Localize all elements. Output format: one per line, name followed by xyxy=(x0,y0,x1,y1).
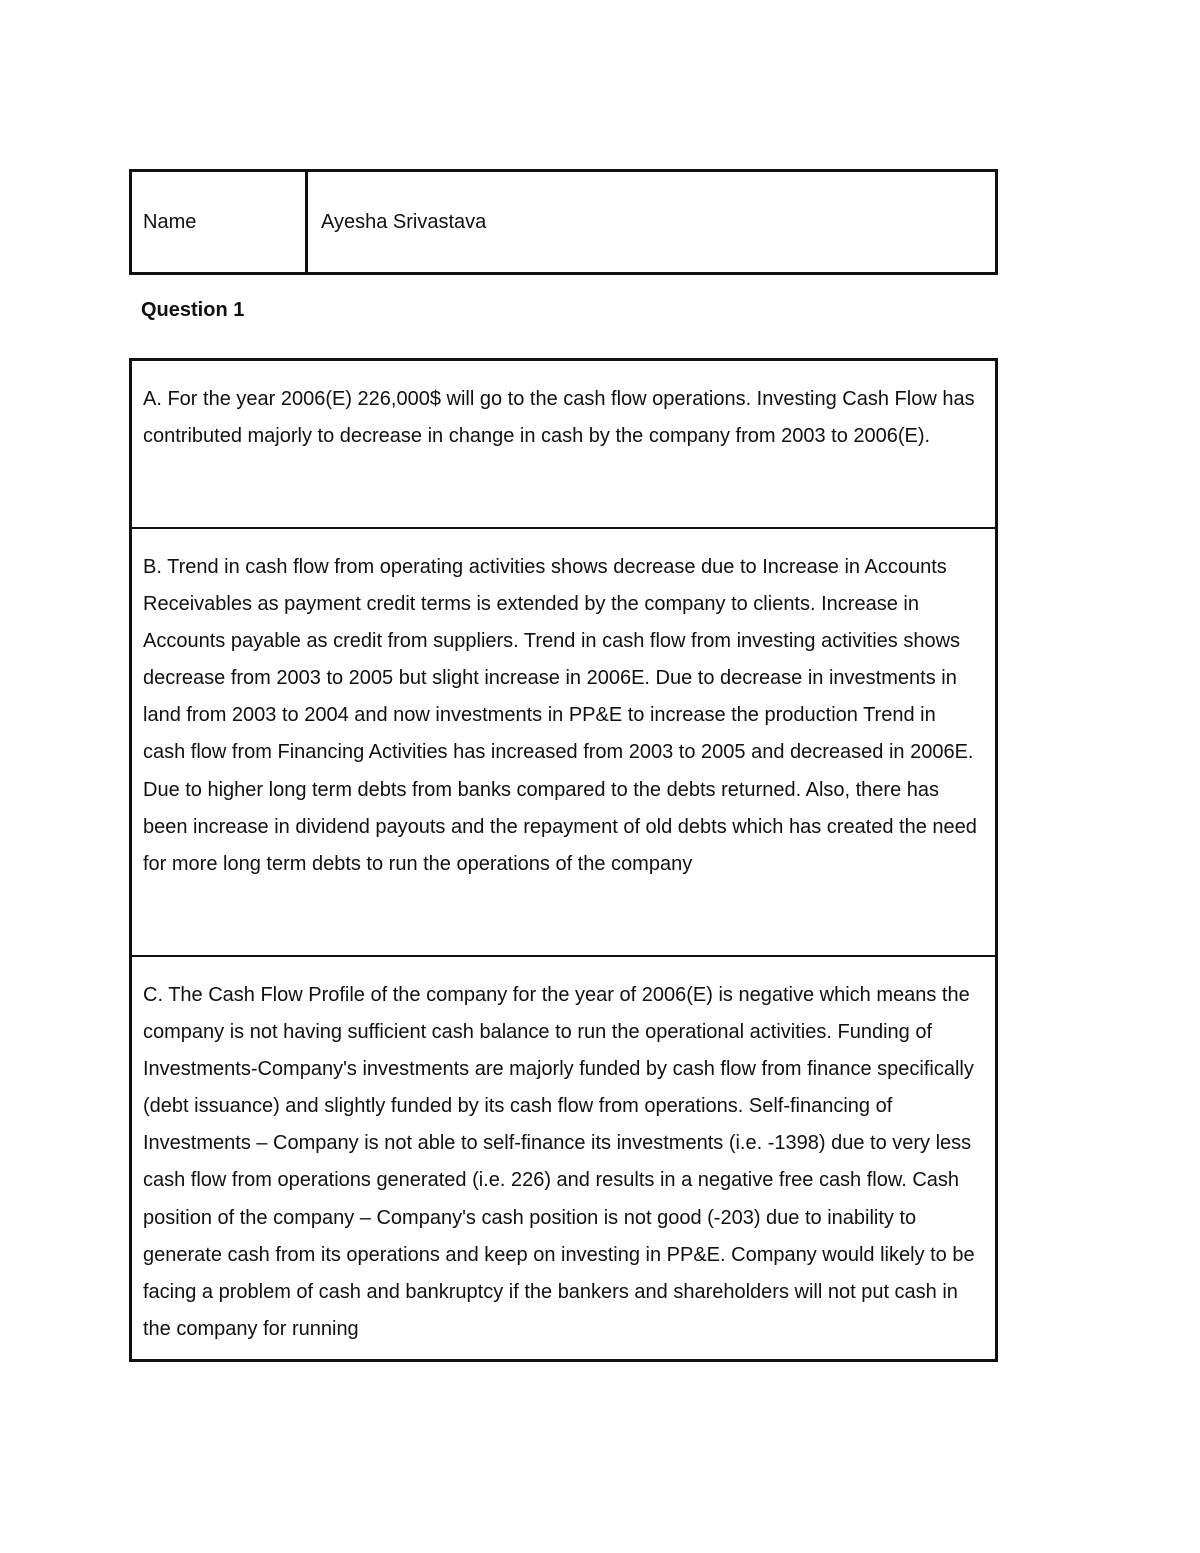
answer-text-a: A. For the year 2006(E) 226,000$ will go to the cash flow operations. Investing Cash Flow has contributed majorly to decrease in change in cash by the company from 2003 to 2006(E). xyxy=(143,388,975,448)
name-table xyxy=(129,169,998,275)
answers-table xyxy=(129,358,998,1362)
answer-text-b: B. Trend in cash flow from operating activities shows decrease due to Increase in Accounts Receivables as payment credit terms is extended by the company to clients. Increase in Accounts payable as credit from suppliers. Trend in cash flow from investing activities shows decrease from 2003 to 2005 but slight increase in 2006E. Due to decrease in investments in land from 2003 to 2004 and now investments in PP&E to increase the production Trend in cash flow from Financing Activities has increased from 2003 to 2005 and decreased in 2006E. Due to higher long term debts from banks compared to the debts returned. Also, there has been increase in dividend payouts and the repayment of old debts which has created the need for more long term debts to run the operations of the company xyxy=(143,556,977,875)
name-value: Ayesha Srivastava xyxy=(321,210,487,233)
answer-cell-a xyxy=(132,361,995,529)
name-value-cell xyxy=(308,172,995,272)
answer-text-c: C. The Cash Flow Profile of the company for the year of 2006(E) is negative which means the company is not having sufficient cash balance to run the operational activities. Funding of Investments-Company's investments are majorly funded by cash flow from finance specifically (debt issuance) and slightly funded by its cash flow from operations. Self-financing of Investments – Company is not able to self-finance its investments (i.e. -1398) due to very less cash flow from operations generated (i.e. 226) and results in a negative free cash flow. Cash position of the company – Company's cash position is not good (-203) due to inability to generate cash from its operations and keep on investing in PP&E. Company would likely to be facing a problem of cash and bankruptcy if the bankers and shareholders will not put cash in the company for running xyxy=(143,984,975,1340)
name-label-cell xyxy=(132,172,308,272)
question-heading: Question 1 xyxy=(141,299,245,321)
answer-cell-c xyxy=(132,957,995,1359)
name-label: Name xyxy=(143,210,197,233)
answer-cell-b xyxy=(132,529,995,957)
